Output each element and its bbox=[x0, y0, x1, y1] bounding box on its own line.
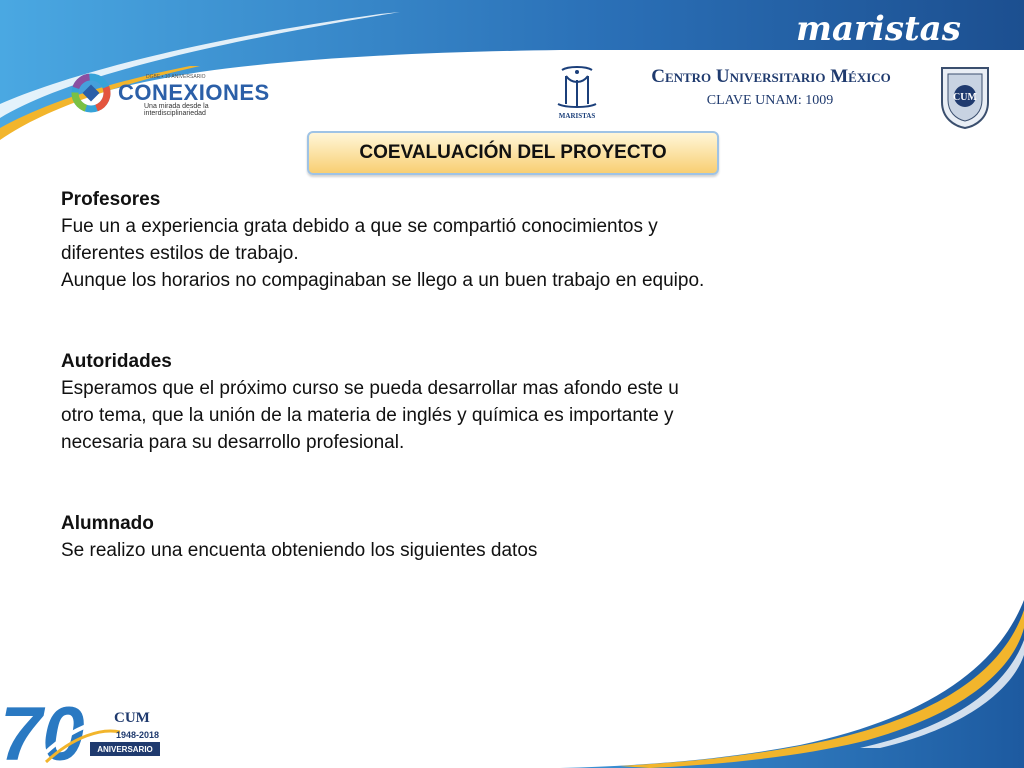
maristas-script-text: maristas bbox=[796, 9, 961, 49]
maristas-crown-icon bbox=[548, 64, 606, 112]
section-heading: Alumnado bbox=[61, 513, 154, 534]
bottom-blue-band bbox=[560, 600, 1024, 768]
section-line: necesaria para su desarrollo profesional. bbox=[61, 432, 405, 453]
anniversary-years: 1948-2018 bbox=[116, 730, 160, 740]
section-line: Se realizo una encuenta obteniendo los siguientes datos bbox=[61, 540, 538, 561]
maristas-emblem bbox=[548, 64, 606, 124]
institution-clave: CLAVE UNAM: 1009 bbox=[706, 93, 834, 108]
section-line: Esperamos que el próximo curso se pueda desarrollar mas afondo este u bbox=[61, 378, 679, 399]
conexiones-logo bbox=[66, 66, 270, 122]
content-body bbox=[61, 186, 861, 564]
page-title: COEVALUACIÓN DEL PROYECTO bbox=[359, 142, 667, 163]
anniversary-70-logo bbox=[0, 688, 165, 768]
section-alumnado bbox=[61, 510, 861, 564]
section-line: diferentes estilos de trabajo. bbox=[61, 243, 299, 264]
section-line: Fue un a experiencia grata debido a que se compartió conocimientos y bbox=[61, 216, 658, 237]
anniversary-cum-letters: CUM bbox=[114, 710, 150, 726]
cum-seal-text: CUM bbox=[953, 92, 977, 103]
conexiones-tagline: Una mirada desde la interdisciplinariedad bbox=[144, 103, 209, 117]
maristas-script-logo bbox=[792, 4, 1004, 50]
section-heading: Profesores bbox=[61, 189, 161, 210]
conexiones-knot-icon bbox=[66, 68, 116, 118]
anniversary-label: ANIVERSARIO bbox=[97, 745, 153, 754]
title-banner bbox=[307, 131, 719, 175]
anniversary-number: 70 bbox=[0, 692, 85, 768]
cum-seal-logo bbox=[936, 62, 994, 130]
conexiones-wordmark: CONEXIONES bbox=[118, 80, 270, 105]
maristas-caption: MARISTAS bbox=[558, 112, 596, 120]
section-line: otro tema, que la unión de la materia de inglés y química es importante y bbox=[61, 405, 674, 426]
section-autoridades bbox=[61, 348, 861, 456]
section-line: Aunque los horarios no compaginaban se llego a un buen trabajo en equipo. bbox=[61, 270, 705, 291]
institution-name: Centro Universitario México bbox=[651, 66, 891, 87]
section-profesores bbox=[61, 186, 861, 294]
section-heading: Autoridades bbox=[61, 351, 172, 372]
conexiones-top-caption: DGBE • 10 ANIVERSARIO bbox=[146, 74, 206, 80]
